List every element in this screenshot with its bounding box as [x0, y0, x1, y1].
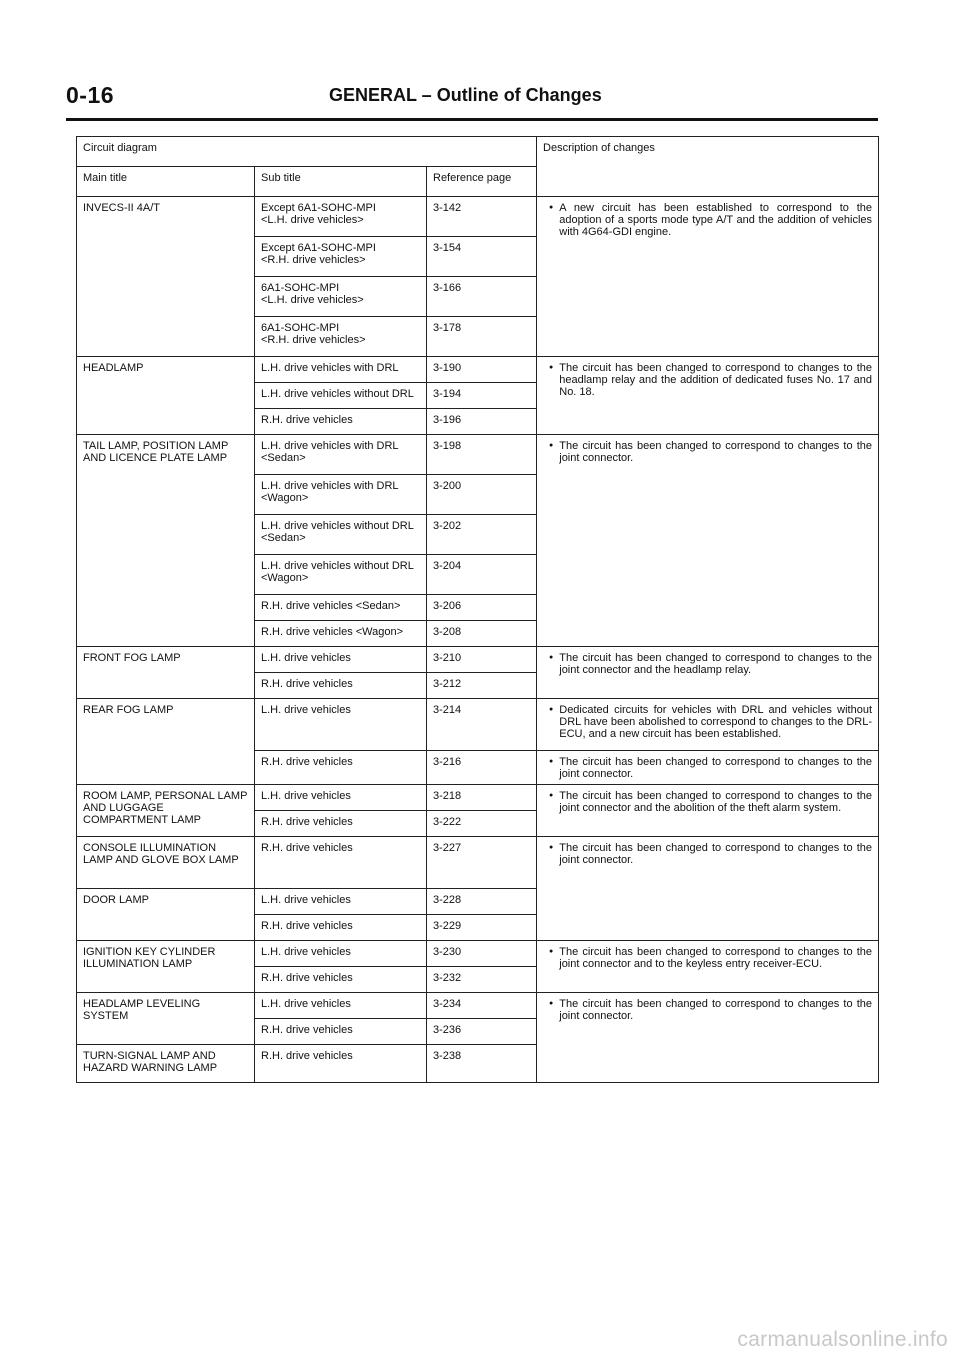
- sub-title-cell: R.H. drive vehicles: [255, 751, 427, 785]
- reference-page-cell: 3-190: [427, 357, 537, 383]
- reference-page-cell: 3-154: [427, 237, 537, 277]
- sub-title-cell: R.H. drive vehicles: [255, 1019, 427, 1045]
- sub-title-cell: L.H. drive vehicles: [255, 647, 427, 673]
- reference-page-cell: 3-234: [427, 993, 537, 1019]
- reference-page-cell: 3-210: [427, 647, 537, 673]
- description-cell: [537, 197, 879, 357]
- table-row: [77, 435, 879, 475]
- bullet-icon: ●: [549, 844, 554, 851]
- sub-title-cell: L.H. drive vehicles: [255, 941, 427, 967]
- description-item: [543, 790, 872, 814]
- sub-title-cell: L.H. drive vehicles: [255, 993, 427, 1019]
- table-row: [77, 197, 879, 237]
- bullet-icon: ●: [549, 706, 554, 713]
- bullet-icon: ●: [549, 204, 554, 211]
- header-circuit-diagram: Circuit diagram: [77, 137, 537, 167]
- reference-page-cell: 3-196: [427, 409, 537, 435]
- description-item: [543, 946, 872, 970]
- sub-title-cell: Except 6A1-SOHC-MPI <R.H. drive vehicles>: [255, 237, 427, 277]
- sub-title-cell: R.H. drive vehicles: [255, 837, 427, 889]
- description-item: [543, 202, 872, 238]
- main-title-cell: HEADLAMP LEVELING SYSTEM: [77, 993, 255, 1045]
- description-item: [543, 998, 872, 1022]
- description-item: [543, 842, 872, 866]
- main-title-cell: INVECS-II 4A/T: [77, 197, 255, 357]
- description-cell: [537, 435, 879, 647]
- reference-page-cell: 3-200: [427, 475, 537, 515]
- main-title-cell: REAR FOG LAMP: [77, 699, 255, 785]
- description-cell: [537, 699, 879, 751]
- description-text: Dedicated circuits for vehicles with DRL and vehicles without DRL have been abolished to correspond to changes to the DRL-ECU, and a new circuit has been established.: [559, 704, 873, 740]
- description-item: [543, 440, 872, 464]
- sub-title-cell: L.H. drive vehicles without DRL: [255, 383, 427, 409]
- bullet-icon: ●: [549, 758, 554, 765]
- reference-page-cell: 3-214: [427, 699, 537, 751]
- sub-title-cell: L.H. drive vehicles: [255, 785, 427, 811]
- description-cell: [537, 993, 879, 1083]
- table-row: [77, 785, 879, 811]
- page-number: 0-16: [66, 82, 115, 108]
- watermark: carmanualsonline.info: [737, 1328, 948, 1351]
- reference-page-cell: 3-204: [427, 555, 537, 595]
- header-sub-title: Sub title: [255, 167, 427, 197]
- description-cell: [537, 357, 879, 435]
- description-cell: [537, 785, 879, 837]
- main-title-cell: IGNITION KEY CYLINDER ILLUMINATION LAMP: [77, 941, 255, 993]
- description-text: The circuit has been changed to correspond to changes to the joint connector and to the keyless entry receiver-ECU.: [559, 946, 873, 970]
- reference-page-cell: 3-202: [427, 515, 537, 555]
- table-row: [77, 647, 879, 673]
- sub-title-cell: R.H. drive vehicles: [255, 811, 427, 837]
- description-item: [543, 362, 872, 398]
- sub-title-cell: L.H. drive vehicles without DRL <Wagon>: [255, 555, 427, 595]
- description-text: The circuit has been changed to correspond to changes to the joint connector.: [559, 756, 873, 780]
- description-item: [543, 704, 872, 740]
- sub-title-cell: R.H. drive vehicles: [255, 673, 427, 699]
- sub-title-cell: L.H. drive vehicles with DRL <Sedan>: [255, 435, 427, 475]
- main-title-cell: ROOM LAMP, PERSONAL LAMP AND LUGGAGE COMPARTMENT LAMP: [77, 785, 255, 837]
- reference-page-cell: 3-232: [427, 967, 537, 993]
- description-text: The circuit has been changed to correspond to changes to the joint connector and the abolition of the theft alarm system.: [559, 790, 873, 814]
- bullet-icon: ●: [549, 948, 554, 955]
- sub-title-cell: 6A1-SOHC-MPI <R.H. drive vehicles>: [255, 317, 427, 357]
- main-title-cell: HEADLAMP: [77, 357, 255, 435]
- table-row: [77, 993, 879, 1019]
- description-cell: [537, 941, 879, 993]
- sub-title-cell: R.H. drive vehicles: [255, 915, 427, 941]
- sub-title-cell: L.H. drive vehicles without DRL <Sedan>: [255, 515, 427, 555]
- table-body: [77, 197, 879, 1083]
- reference-page-cell: 3-228: [427, 889, 537, 915]
- outline-of-changes-table: [76, 136, 879, 1083]
- reference-page-cell: 3-218: [427, 785, 537, 811]
- sub-title-cell: R.H. drive vehicles: [255, 409, 427, 435]
- description-text: The circuit has been changed to correspond to changes to the joint connector.: [559, 842, 873, 866]
- sub-title-cell: R.H. drive vehicles: [255, 1045, 427, 1083]
- reference-page-cell: 3-142: [427, 197, 537, 237]
- table-row: [77, 357, 879, 383]
- page-title: GENERAL – Outline of Changes: [329, 85, 602, 105]
- description-cell: [537, 751, 879, 785]
- main-title-cell: TAIL LAMP, POSITION LAMP AND LICENCE PLATE LAMP: [77, 435, 255, 647]
- main-title-cell: CONSOLE ILLUMINATION LAMP AND GLOVE BOX LAMP: [77, 837, 255, 889]
- reference-page-cell: 3-216: [427, 751, 537, 785]
- page-header: [66, 82, 878, 122]
- bullet-icon: ●: [549, 654, 554, 661]
- description-cell: [537, 837, 879, 941]
- table-row: [77, 699, 879, 751]
- header-description: Description of changes: [537, 137, 879, 197]
- reference-page-cell: 3-230: [427, 941, 537, 967]
- bullet-icon: ●: [549, 442, 554, 449]
- reference-page-cell: 3-206: [427, 595, 537, 621]
- reference-page-cell: 3-236: [427, 1019, 537, 1045]
- sub-title-cell: L.H. drive vehicles with DRL: [255, 357, 427, 383]
- header-main-title: Main title: [77, 167, 255, 197]
- reference-page-cell: 3-222: [427, 811, 537, 837]
- table-row: [77, 941, 879, 967]
- description-cell: [537, 647, 879, 699]
- description-item: [543, 652, 872, 676]
- description-text: The circuit has been changed to correspond to changes to the joint connector and the headlamp relay.: [559, 652, 873, 676]
- main-title-cell: FRONT FOG LAMP: [77, 647, 255, 699]
- bullet-icon: ●: [549, 792, 554, 799]
- sub-title-cell: Except 6A1-SOHC-MPI <L.H. drive vehicles>: [255, 197, 427, 237]
- reference-page-cell: 3-178: [427, 317, 537, 357]
- description-text: The circuit has been changed to correspond to changes to the joint connector.: [559, 998, 873, 1022]
- table-row: [77, 837, 879, 889]
- main-title-cell: TURN-SIGNAL LAMP AND HAZARD WARNING LAMP: [77, 1045, 255, 1083]
- header-reference-page: Reference page: [427, 167, 537, 197]
- reference-page-cell: 3-229: [427, 915, 537, 941]
- description-text: The circuit has been changed to correspond to changes to the headlamp relay and the addition of dedicated fuses No. 17 and No. 18.: [559, 362, 873, 398]
- reference-page-cell: 3-238: [427, 1045, 537, 1083]
- sub-title-cell: 6A1-SOHC-MPI <L.H. drive vehicles>: [255, 277, 427, 317]
- header-rule: [66, 118, 878, 121]
- reference-page-cell: 3-194: [427, 383, 537, 409]
- table-header-row: [77, 137, 879, 167]
- bullet-icon: ●: [549, 1000, 554, 1007]
- sub-title-cell: R.H. drive vehicles: [255, 967, 427, 993]
- description-text: A new circuit has been established to correspond to the adoption of a sports mode type A/T and the addition of vehicles with 4G64-GDI engine.: [559, 202, 873, 238]
- sub-title-cell: L.H. drive vehicles with DRL <Wagon>: [255, 475, 427, 515]
- sub-title-cell: R.H. drive vehicles <Wagon>: [255, 621, 427, 647]
- description-item: [543, 756, 872, 780]
- reference-page-cell: 3-198: [427, 435, 537, 475]
- reference-page-cell: 3-208: [427, 621, 537, 647]
- description-text: The circuit has been changed to correspond to changes to the joint connector.: [559, 440, 873, 464]
- sub-title-cell: L.H. drive vehicles: [255, 699, 427, 751]
- reference-page-cell: 3-227: [427, 837, 537, 889]
- main-title-cell: DOOR LAMP: [77, 889, 255, 941]
- reference-page-cell: 3-166: [427, 277, 537, 317]
- sub-title-cell: L.H. drive vehicles: [255, 889, 427, 915]
- bullet-icon: ●: [549, 364, 554, 371]
- reference-page-cell: 3-212: [427, 673, 537, 699]
- sub-title-cell: R.H. drive vehicles <Sedan>: [255, 595, 427, 621]
